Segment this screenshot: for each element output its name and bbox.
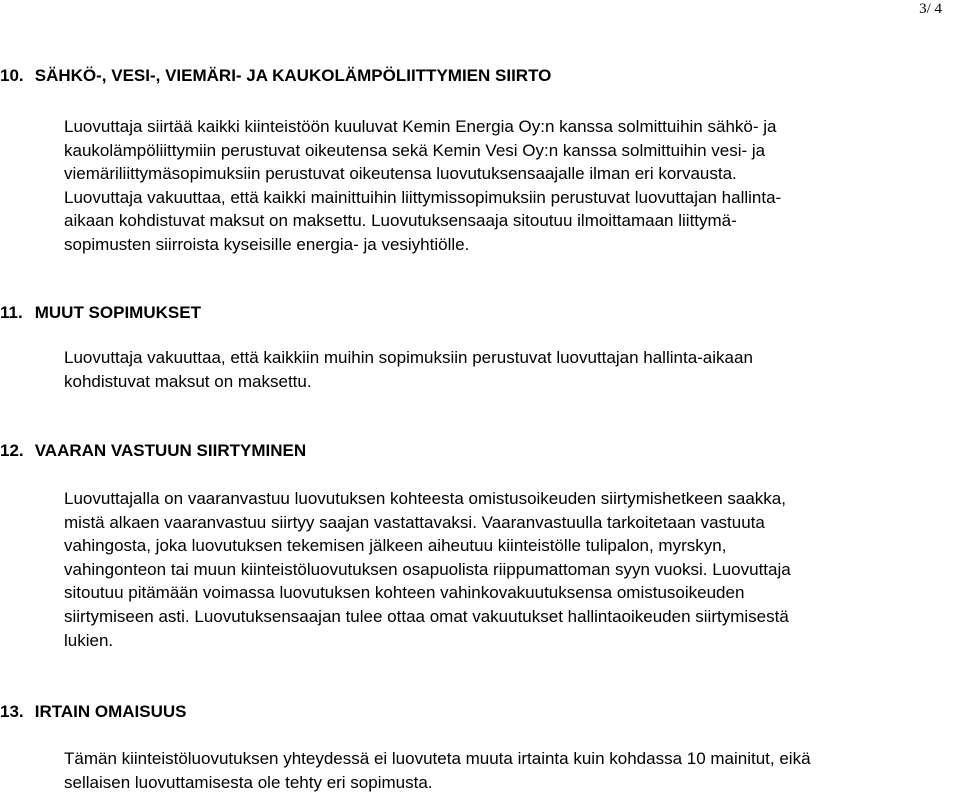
text-line: vahingosta, joka luovutuksen tekemisen jälkeen aiheutuu kiinteistölle tulipalon, myrskyn, <box>64 536 727 556</box>
paragraph <box>64 487 944 652</box>
text-line: vahingonteon tai muun kiinteistöluovutuksen osapuolista riippumattoman syyn vuoksi. Luovuttaja <box>64 559 791 579</box>
section-12-body <box>64 487 944 652</box>
section-number: 12. <box>0 441 24 460</box>
section-number: 10. <box>0 66 24 85</box>
text-line: Tämän kiinteistöluovutuksen yhteydessä ei luovuteta muuta irtainta kuin kohdassa 10 mainitut, eikä <box>64 749 811 768</box>
text-line: sitoutuu pitämään voimassa luovutuksen kohteen vahinkovakuutuksensa omistusoikeuden <box>64 583 745 603</box>
text-line: mistä alkaen vaaranvastuu siirtyy saajan vastattavaksi. Vaaranvastuulla tarkoitetaan vastuuta <box>64 512 765 532</box>
section-title: SÄHKÖ-, VESI-, VIEMÄRI- JA KAUKOLÄMPÖLIITTYMIEN SIIRTO <box>34 66 552 85</box>
section-title: IRTAIN OMAISUUS <box>34 702 187 721</box>
text-line: lukien. <box>64 630 114 650</box>
section-12-heading <box>0 440 306 462</box>
section-11-heading <box>0 302 201 324</box>
text-line: sellaisen luovuttamisesta ole tehty eri sopimusta. <box>64 772 433 792</box>
section-number: 13. <box>0 702 24 721</box>
paragraph <box>64 346 944 393</box>
section-title: VAARAN VASTUUN SIIRTYMINEN <box>34 441 307 460</box>
section-10-heading <box>0 65 551 87</box>
text-line: Luovuttaja vakuuttaa, että kaikki mainittuihin liittymissopimuksiin perustuvat luovuttajan hallinta- <box>64 187 782 207</box>
section-13-heading <box>0 701 186 723</box>
text-line: Luovuttajalla on vaaranvastuu luovutuksen kohteesta omistusoikeuden siirtymishetkeen saakka, <box>64 489 786 508</box>
paragraph <box>64 747 944 794</box>
section-11-body <box>64 346 944 393</box>
section-10-body <box>64 115 944 257</box>
text-line: viemäriliittymäsopimuksiin perustuvat oikeutensa luovutuksensaajalle ilman eri korvausta. <box>64 164 737 184</box>
section-title: MUUT SOPIMUKSET <box>34 303 201 322</box>
section-13-body <box>64 747 944 794</box>
text-line: kohdistuvat maksut on maksettu. <box>64 371 312 391</box>
page-number: 3/ 4 <box>919 1 942 17</box>
section-number: 11. <box>0 303 23 322</box>
text-line: Luovuttaja vakuuttaa, että kaikkiin muihin sopimuksiin perustuvat luovuttajan hallinta-aikaan <box>64 348 753 367</box>
paragraph <box>64 115 944 257</box>
text-line: kaukolämpöliittymiin perustuvat oikeutensa sekä Kemin Vesi Oy:n kanssa solmittuihin vesi- ja <box>64 140 766 160</box>
text-line: Luovuttaja siirtää kaikki kiinteistöön kuuluvat Kemin Energia Oy:n kanssa solmittuihin sähkö- ja <box>64 117 777 136</box>
text-line: aikaan kohdistuvat maksut on maksettu. Luovutuksensaaja sitoutuu ilmoittamaan liittymä- <box>64 211 737 231</box>
text-line: siirtymiseen asti. Luovutuksensaajan tulee ottaa omat vakuutukset hallintaoikeuden siirtymisestä <box>64 606 789 626</box>
text-line: sopimusten siirroista kyseisille energia- ja vesiyhtiölle. <box>64 234 470 254</box>
